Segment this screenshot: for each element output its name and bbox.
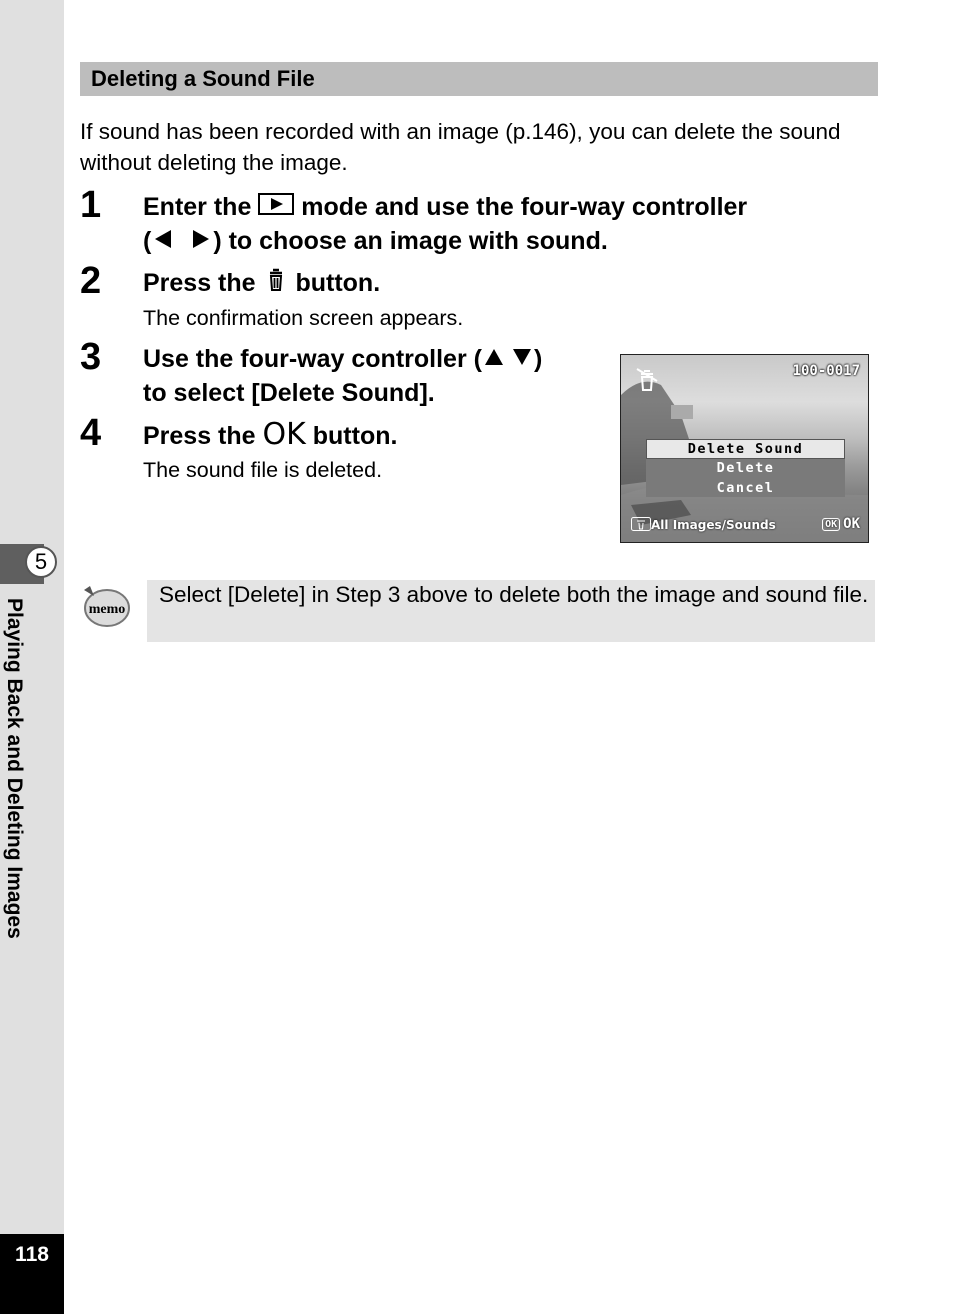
intro-paragraph: If sound has been recorded with an image (p.146), you can delete the sound without deleting the image. [80, 119, 841, 175]
delete-sound-icon [633, 365, 661, 398]
all-images-sounds-text: All Images/Sounds [651, 518, 776, 532]
step-1-text-before: Enter the [143, 193, 252, 221]
page-number: 118 [15, 1243, 49, 1266]
step-3-line-2: to select [Delete Sound]. [143, 379, 435, 407]
trash-small-icon [631, 517, 651, 534]
ok-indicator-label: OK [843, 516, 860, 532]
step-3-line-1 [143, 342, 542, 377]
step-1-text-end: ) to choose an image with sound. [213, 227, 608, 255]
menu-item-cancel[interactable]: Cancel [716, 480, 775, 496]
step-4-line [143, 418, 397, 453]
chapter-number: 5 [25, 546, 57, 578]
playback-icon [258, 191, 294, 225]
frame-number: 100-0017 [792, 363, 860, 379]
step-1-line-2 [143, 224, 608, 259]
step-3-paren-close: ) [533, 345, 543, 373]
step-2-text-after: button. [295, 269, 381, 297]
up-down-arrows-icon [482, 343, 534, 377]
step-1-paren-open: ( [143, 227, 152, 255]
step-2-description: The confirmation screen appears. [143, 306, 464, 330]
step-2-text-before: Press the [143, 269, 256, 297]
chapter-title: Playing Back and Deleting Images [3, 598, 26, 939]
ok-badge: OK [822, 518, 840, 531]
memo-icon-label: memo [88, 602, 126, 617]
all-images-sounds-label [631, 517, 776, 534]
step-3-number: 3 [80, 336, 102, 378]
step-3-text-before: Use the four-way controller ( [143, 345, 482, 373]
step-1-text-after: mode and use the four-way controller [301, 193, 748, 221]
memo-box [147, 580, 875, 642]
camera-screen-illustration [620, 354, 869, 543]
ok-button-label: OK [262, 417, 306, 452]
chapter-badge [0, 544, 64, 584]
section-title: Deleting a Sound File [91, 66, 315, 91]
menu-item-delete-sound[interactable]: Delete Sound [646, 439, 845, 459]
trash-icon [263, 267, 289, 302]
step-1-line-1 [143, 190, 747, 225]
step-2-number: 2 [80, 260, 102, 302]
section-heading-bar [80, 62, 878, 96]
step-4-text-before: Press the [143, 422, 256, 450]
ok-indicator [822, 516, 860, 532]
menu-item-delete[interactable]: Delete [716, 460, 775, 476]
step-4-number: 4 [80, 412, 102, 454]
step-1-number: 1 [80, 184, 102, 226]
step-4-text-after: button. [312, 422, 398, 450]
step-4-description: The sound file is deleted. [143, 458, 383, 482]
delete-menu [646, 439, 845, 497]
left-right-arrows-icon [151, 225, 213, 259]
memo-text: Select [Delete] in Step 3 above to delete both the image and sound file. [159, 582, 869, 607]
step-2-line [143, 266, 380, 302]
memo-icon [80, 584, 134, 630]
